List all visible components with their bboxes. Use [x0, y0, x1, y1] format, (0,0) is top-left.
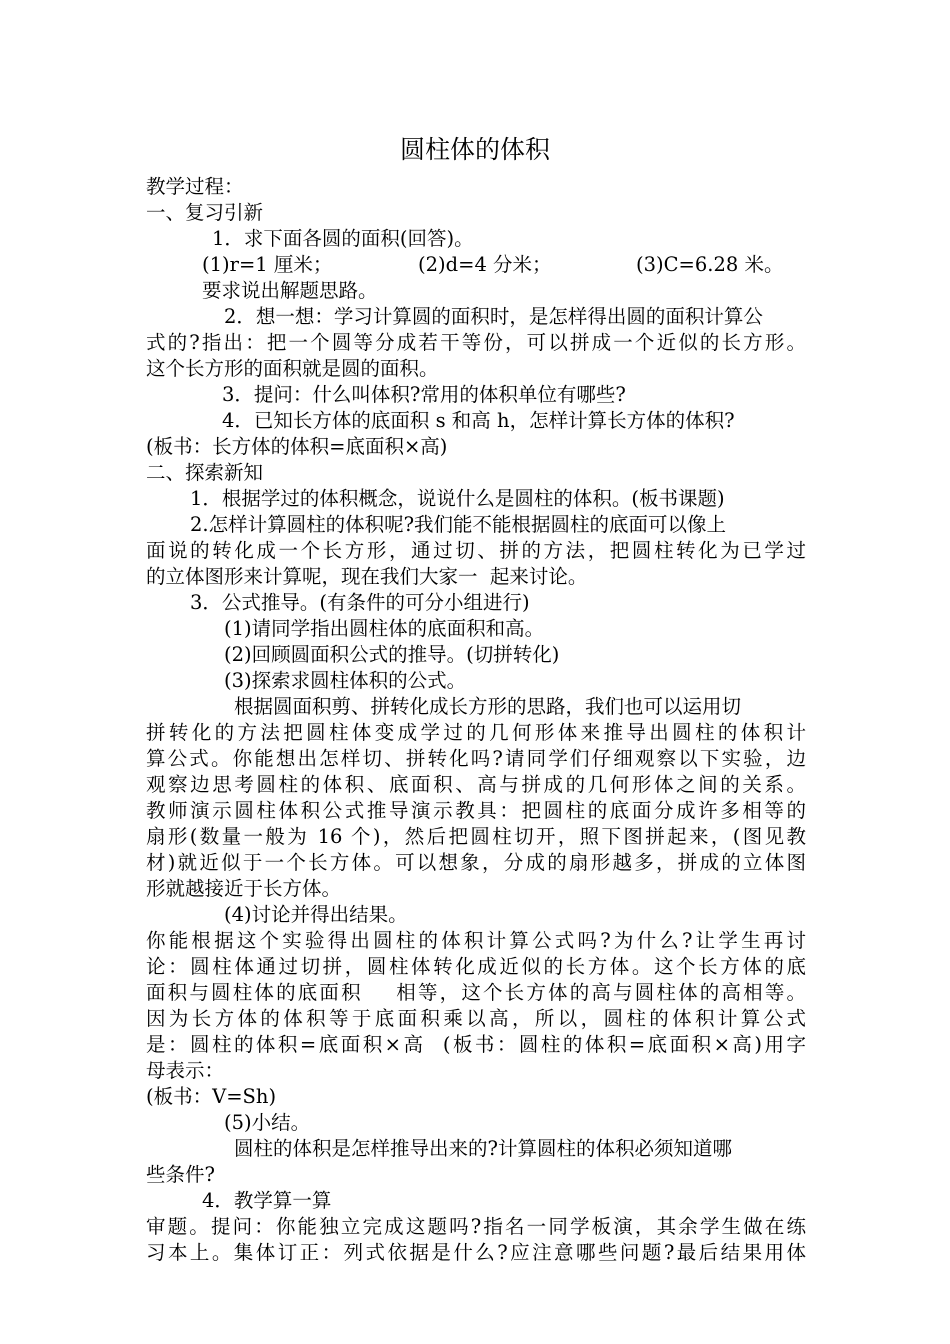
text-line: 4．已知长方体的底面积 s 和高 h，怎样计算长方体的体积? [222, 409, 735, 432]
text-line: 圆柱的体积是怎样推导出来的?计算圆柱的体积必须知道哪 [234, 1137, 732, 1160]
question-item: (3)C=6.28 米。 [636, 253, 784, 276]
text-line: 教学过程： [146, 175, 244, 198]
text-line: 式的?指出：把一个圆等分成若干等份，可以拼成一个近似的长方形。 [146, 331, 806, 354]
text-line: 2．想一想：学习计算圆的面积时，是怎样得出圆的面积计算公 [224, 305, 763, 328]
text-line: (3)探索求圆柱体积的公式。 [224, 669, 467, 692]
text-line: 算公式。你能想出怎样切、拼转化吗?请同学们仔细观察以下实验，边 [146, 747, 806, 770]
text-line: 4．教学算一算 [202, 1189, 332, 1212]
text-line: 这个长方形的面积就是圆的面积。 [146, 357, 439, 380]
text-line: (1)请同学指出圆柱体的底面积和高。 [224, 617, 545, 640]
text-line: 拼转化的方法把圆柱体变成学过的几何形体来推导出圆柱的体积计 [146, 721, 806, 744]
text-line: 根据圆面积剪、拼转化成长方形的思路，我们也可以运用切 [234, 695, 742, 718]
text-line: 教师演示圆柱体积公式推导演示教具：把圆柱的底面分成许多相等的 [146, 799, 806, 822]
section-heading: 一、复习引新 [146, 201, 264, 224]
text-line: 1．根据学过的体积概念，说说什么是圆柱的体积。(板书课题) [190, 487, 725, 510]
text-line: 些条件? [146, 1163, 215, 1186]
text-line: 扇形(数量一般为 16 个)，然后把圆柱切开，照下图拼起来，(图见教 [146, 825, 806, 848]
text-line: 形就越接近于长方体。 [146, 877, 342, 900]
page-title: 圆柱体的体积 [399, 135, 550, 164]
text-line: 要求说出解题思路。 [202, 279, 378, 302]
text-line: 的立体图形来计算呢，现在我们大家一 起来讨论。 [146, 565, 588, 588]
text-line: 3．公式推导。(有条件的可分小组进行) [190, 591, 530, 614]
text-line: 面说的转化成一个长方形，通过切、拼的方法，把圆柱转化为已学过 [146, 539, 806, 562]
text-line: 材)就近似于一个长方体。可以想象，分成的扇形越多，拼成的立体图 [146, 851, 806, 874]
text-line: 是：圆柱的体积=底面积×高 (板书：圆柱的体积=底面积×高)用字 [146, 1033, 806, 1056]
text-line: (2)回顾圆面积公式的推导。(切拼转化) [224, 643, 560, 666]
text-line: 母表示： [146, 1059, 225, 1082]
text-line: 你能根据这个实验得出圆柱的体积计算公式吗?为什么?让学生再讨 [146, 929, 806, 952]
text-line: (4)讨论并得出结果。 [224, 903, 408, 926]
text-line: 1．求下面各圆的面积(回答)。 [212, 227, 474, 250]
text-line: 观察边思考圆柱的体积、底面积、高与拼成的几何形体之间的关系。 [146, 773, 806, 796]
text-line: (板书：V=Sh) [146, 1085, 277, 1108]
text-line: 2.怎样计算圆柱的体积呢?我们能不能根据圆柱的底面可以像上 [190, 513, 727, 536]
text-line: 面积与圆柱体的底面积 相等，这个长方体的高与圆柱体的高相等。 [146, 981, 806, 1004]
question-item: (2)d=4 分米； [418, 253, 552, 276]
text-line: 3．提问：什么叫体积?常用的体积单位有哪些? [222, 383, 626, 406]
text-line: 论：圆柱体通过切拼，圆柱体转化成近似的长方体。这个长方体的底 [146, 955, 806, 978]
text-line: (板书：长方体的体积=底面积×高) [146, 435, 448, 458]
text-line: 因为长方体的体积等于底面积乘以高，所以，圆柱的体积计算公式 [146, 1007, 806, 1030]
text-line: (5)小结。 [224, 1111, 311, 1134]
question-item: (1)r=1 厘米； [202, 253, 333, 276]
text-line: 习本上。集体订正：列式依据是什么?应注意哪些问题?最后结果用体 [146, 1241, 806, 1264]
text-line: 审题。提问：你能独立完成这题吗?指名一同学板演，其余学生做在练 [146, 1215, 806, 1238]
section-heading: 二、探索新知 [146, 461, 264, 484]
